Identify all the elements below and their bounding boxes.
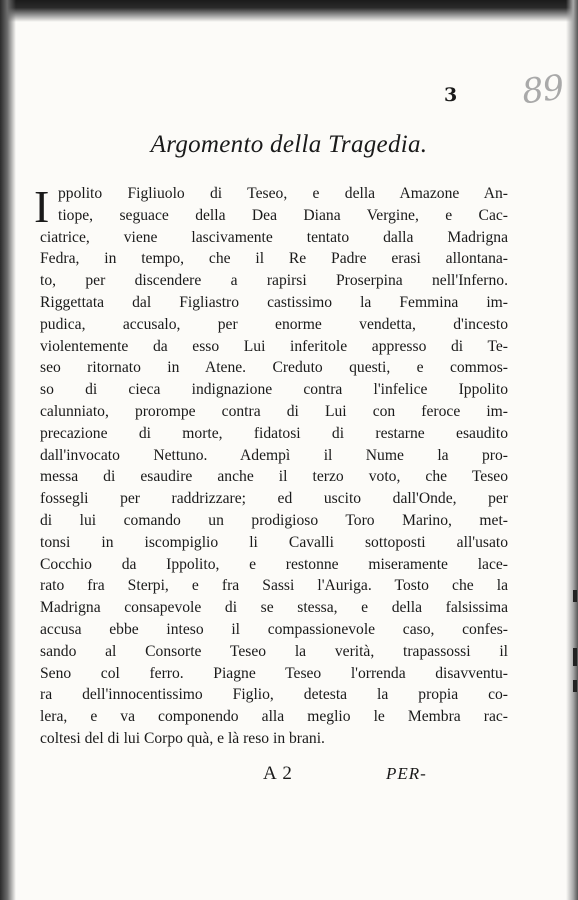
catchword: PER-: [386, 764, 427, 783]
text-line: violentemente da esso Lui inferitole appresso di Te-: [40, 337, 508, 355]
text-line: pudica, accusalo, per enorme vendetta, d'incesto: [40, 315, 508, 333]
text-line: accusa ebbe inteso il compassionevole caso, confes-: [40, 620, 508, 638]
text-line: seo ritornato in Atene. Creduto questi, e commos-: [40, 359, 508, 377]
text-line: rato fra Sterpi, e fra Sassi l'Auriga. Tosto che la: [40, 577, 508, 595]
text-line: calunniato, prorompe contra di Lui con feroce im-: [40, 402, 508, 420]
text-line: precazione di morte, fidatosi di restarne esaudito: [40, 424, 508, 442]
text-line: tonsi in iscompiglio li Cavalli sottoposti all'usato: [40, 533, 508, 551]
body-text: [40, 183, 508, 750]
text-line: Riggettata dal Figliastro castissimo la Femmina im-: [40, 293, 508, 311]
drop-cap: I: [34, 181, 50, 232]
text-line: coltesi del di lui Corpo quà, e là reso in brani.: [40, 729, 325, 747]
text-line: fossegli per raddrizzare; ed uscito dall'Onde, per: [40, 490, 508, 508]
text-line: Seno col ferro. Piagne Teseo l'orrenda disavventu-: [40, 664, 508, 682]
text-line: so di cieca indignazione contra l'infelice Ippolito: [40, 381, 508, 399]
text-line: lera, e va componendo alla meglio le Membra rac-: [40, 708, 508, 726]
text-line: ra dell'innocentissimo Figlio, detesta la propia co-: [40, 686, 508, 704]
text-line: ppolito Figliuolo di Teseo, e della Amazone An-: [58, 185, 508, 202]
text-line: Cocchio da Ippolito, e restonne miseramente lace-: [40, 555, 508, 573]
page-number: 3: [444, 84, 458, 106]
text-line: ciatrice, viene lascivamente tentato dalla Madrigna: [40, 228, 508, 246]
text-line: dall'invocato Nettuno. Adempì il Nume la pro-: [40, 446, 508, 464]
text-line: sando al Consorte Teseo la verità, trapassossi il: [40, 642, 508, 660]
text-line: di lui comando un prodigioso Toro Marino, met-: [40, 511, 508, 529]
text-line: Madrigna consapevole di se stessa, e della falsissima: [40, 599, 508, 617]
text-line: tiope, seguace della Dea Diana Vergine, e Cac-: [58, 206, 508, 224]
page-title: Argomento della Tragedia.: [150, 131, 428, 158]
text-line: messa di esaudire anche il terzo voto, che Teseo: [40, 468, 508, 486]
text-line: to, per discendere a rapirsi Proserpina nell'Inferno.: [40, 272, 508, 290]
text-line: Fedra, in tempo, che il Re Padre erasi allontana-: [40, 250, 508, 268]
page-top-shadow: [0, 0, 578, 22]
signature-mark: A 2: [263, 763, 293, 784]
folio-number-annotation: 89: [519, 67, 566, 113]
